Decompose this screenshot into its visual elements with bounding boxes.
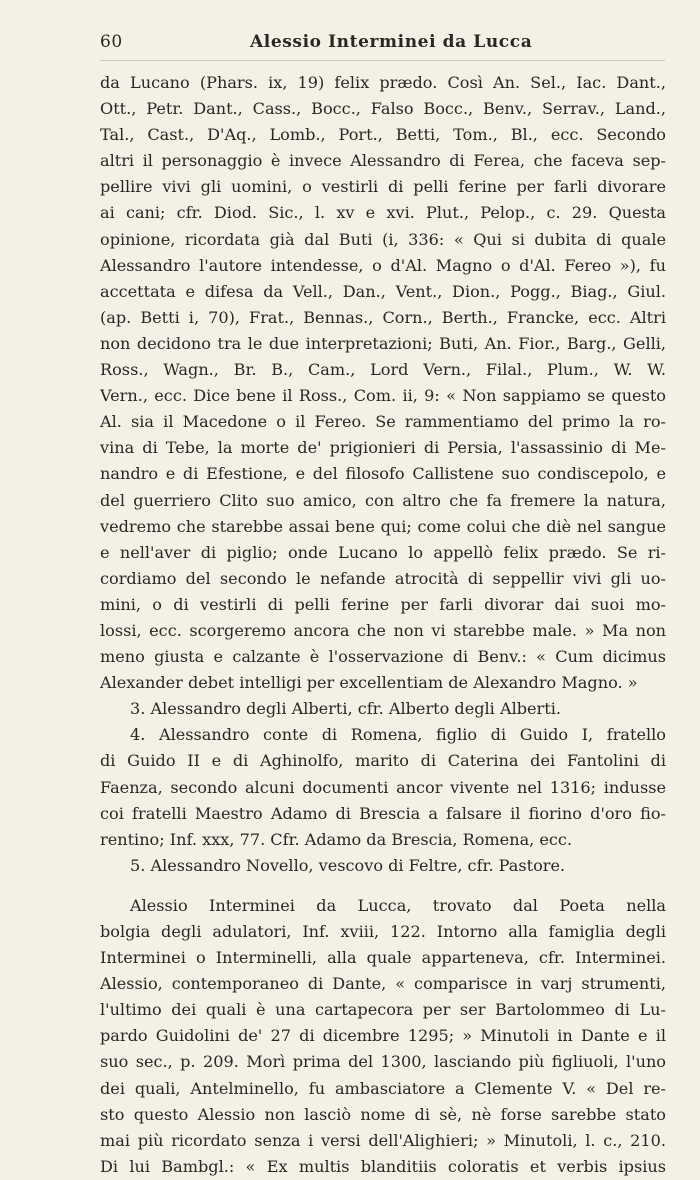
text-line: Al. sia il Macedone o il Fereo. Se rammentiamo del primo la ro- bbox=[100, 412, 666, 432]
text-line: del guerriero Clito suo amico, con altro che fa fremere la natura, bbox=[100, 490, 666, 510]
text-line: Alessandro l'autore intendesse, o d'Al. Magno o d'Al. Fereo »), fu bbox=[100, 255, 666, 275]
text-line: l'ultimo dei quali è una cartapecora per ser Bartolommeo di Lu- bbox=[100, 1000, 666, 1020]
header-rule bbox=[100, 60, 665, 61]
text-line: Interminei o Interminelli, alla quale apparteneva, cfr. Interminei. bbox=[100, 948, 666, 968]
text-line: Faenza, secondo alcuni documenti ancor vivente nel 1316; indusse bbox=[100, 777, 666, 797]
entry-heading-line: Alessio Interminei da Lucca, trovato dal Poeta nella bbox=[130, 895, 666, 915]
text-line: Alessio, contemporaneo di Dante, « comparisce in varj strumenti, bbox=[100, 974, 666, 994]
text-line: mai più ricordato senza i versi dell'Alighieri; » Minutoli, l. c., 210. bbox=[100, 1130, 666, 1150]
text-line: coi fratelli Maestro Adamo di Brescia a falsare il fiorino d'oro fio- bbox=[100, 803, 666, 823]
text-line: vina di Tebe, la morte de' prigionieri di Persia, l'assassinio di Me- bbox=[100, 438, 666, 458]
subentry-line: 5. Alessandro Novello, vescovo di Feltre, cfr. Pastore. bbox=[130, 855, 566, 875]
text-line: ai cani; cfr. Diod. Sic., l. xv e xvi. Plut., Pelop., c. 29. Questa bbox=[100, 203, 666, 223]
text-line: pellire vivi gli uomini, o vestirli di pelli ferine per farli divorare bbox=[100, 177, 666, 197]
text-line: nandro e di Efestione, e del filosofo Callistene suo condiscepolo, e bbox=[100, 464, 666, 484]
text-line: Ross., Wagn., Br. B., Cam., Lord Vern., Filal., Plum., W. W. bbox=[100, 360, 666, 380]
text-line: e nell'aver di piglio; onde Lucano lo appellò felix prædo. Se ri- bbox=[100, 542, 666, 562]
text-line: opinione, ricordata già dal Buti (i, 336: « Qui si dubita di quale bbox=[100, 229, 666, 249]
text-line: Vern., ecc. Dice bene il Ross., Com. ii, 9: « Non sappiamo se questo bbox=[100, 386, 666, 406]
text-line: mini, o di vestirli di pelli ferine per farli divorar dai suoi mo- bbox=[100, 594, 666, 614]
body-text bbox=[100, 70, 666, 1180]
text-line: di Guido II e di Aghinolfo, marito di Caterina dei Fantolini di bbox=[100, 751, 666, 771]
text-line: rentino; Inf. xxx, 77. Cfr. Adamo da Brescia, Romena, ecc. bbox=[100, 829, 573, 849]
running-title: Alessio Interminei da Lucca bbox=[250, 32, 533, 52]
text-line: vedremo che starebbe assai bene qui; come colui che diè nel sangue bbox=[100, 516, 666, 536]
text-line: dei quali, Antelminello, fu ambasciatore a Clemente V. « Del re- bbox=[100, 1078, 666, 1098]
subentry-line: 4. Alessandro conte di Romena, figlio di Guido I, fratello bbox=[130, 725, 666, 745]
text-line: Di lui Bambgl.: « Ex multis blanditiis coloratis et verbis ipsius bbox=[100, 1156, 666, 1176]
text-line: non decidono tra le due interpretazioni; Buti, An. Fior., Barg., Gelli, bbox=[100, 333, 666, 353]
subentry-line: 3. Alessandro degli Alberti, cfr. Alberto degli Alberti. bbox=[130, 699, 561, 719]
text-line: lossi, ecc. scorgeremo ancora che non vi starebbe male. » Ma non bbox=[100, 620, 666, 640]
text-line: altri il personaggio è invece Alessandro di Ferea, che faceva sep- bbox=[100, 151, 666, 171]
text-line: da Lucano (Phars. ix, 19) felix prædo. Così An. Sel., Iac. Dant., bbox=[100, 73, 666, 92]
text-line: bolgia degli adulatori, Inf. xviii, 122. Intorno alla famiglia degli bbox=[100, 922, 666, 941]
text-line: meno giusta e calzante è l'osservazione di Benv.: « Cum dicimus bbox=[100, 647, 666, 667]
text-line: Tal., Cast., D'Aq., Lomb., Port., Betti, Tom., Bl., ecc. Secondo bbox=[100, 125, 666, 145]
text-line: (ap. Betti i, 70), Frat., Bennas., Corn., Berth., Francke, ecc. Altri bbox=[100, 307, 666, 327]
page-number: 60 bbox=[100, 32, 123, 52]
text-line: suo sec., p. 209. Morì prima del 1300, lasciando più figliuoli, l'uno bbox=[100, 1052, 666, 1072]
entry-gap bbox=[100, 879, 666, 893]
text-line: cordiamo del secondo le nefande atrocità di seppellir vivi gli uo- bbox=[100, 568, 666, 588]
text-line: pardo Guidolini de' 27 di dicembre 1295; » Minutoli in Dante e il bbox=[100, 1026, 666, 1046]
text-line: sto questo Alessio non lasciò nome di sè, nè forse sarebbe stato bbox=[100, 1104, 666, 1124]
text-line: Alexander debet intelligi per excellentiam de Alexandro Magno. » bbox=[100, 673, 638, 693]
text-line: accettata e difesa da Vell., Dan., Vent., Dion., Pogg., Biag., Giul. bbox=[100, 281, 666, 301]
running-head bbox=[100, 32, 665, 58]
text-line: Ott., Petr. Dant., Cass., Bocc., Falso Bocc., Benv., Serrav., Land., bbox=[100, 99, 666, 119]
